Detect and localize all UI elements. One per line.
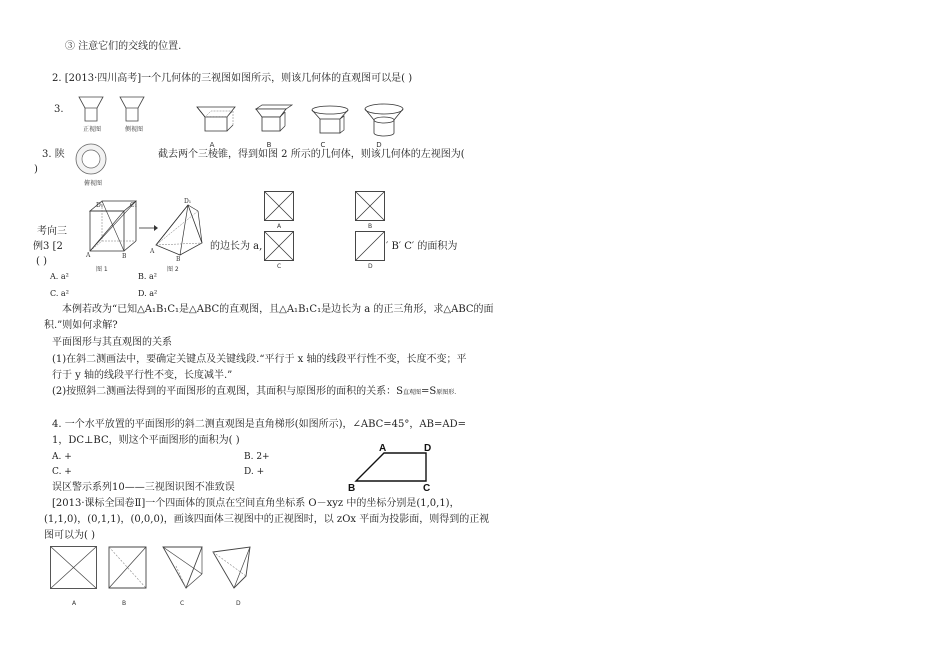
option-a: A. a² (50, 272, 69, 281)
question-5-cont: 图可以为( ) (44, 530, 95, 541)
example-3-text-end: ′ B′ C′ 的面积为 (386, 241, 458, 252)
vertex-c-label: C (423, 483, 431, 494)
subheading: 平面图形与其直观图的关系 (52, 337, 172, 348)
front-a-label: A (72, 600, 77, 607)
q4-option-d: D. + (244, 467, 265, 477)
paragraph-line: 行于 y 轴的线段平行性不变，长度减半.” (52, 370, 233, 381)
svg-text:A: A (150, 248, 155, 255)
paragraph-line: 本例若改为“已知△A₁B₁C₁是△ABC的直观图，且△A₁B₁C₁是边长为 a 的正三角形，求△ABC的面 (62, 304, 494, 315)
question-3-start: 3. 陕 (42, 149, 65, 160)
option-b-label: B (266, 141, 272, 149)
answer-b-label: B (368, 223, 373, 230)
formula-text: =S (421, 386, 437, 397)
trapezoid-figure (346, 441, 438, 493)
answer-option-c (264, 231, 294, 261)
option-a-solid (195, 105, 239, 141)
question-5-cont: (1,1,0)，(0,1,1)，(0,0,0)，画该四面体三视图中的正视图时，以 zOx 平面为投影面，则得到的正视 (44, 514, 490, 525)
svg-text:A: A (86, 252, 91, 259)
paragraph-line: (1)在斜二测画法中，要确定关键点及关键线段.“平行于 x 轴的线段平行性不变，长度不变；平 (52, 354, 467, 365)
option-d-solid (362, 103, 406, 141)
answer-option-b (355, 191, 385, 221)
vertex-b-label: B (348, 483, 356, 494)
svg-text:D₁: D₁ (184, 198, 192, 205)
front-view-option-b (108, 546, 148, 590)
paragraph-line (52, 385, 456, 399)
q4-option-a: A. + (52, 452, 72, 462)
figure-1-cube (86, 197, 142, 259)
question-3-number: 3. (54, 104, 64, 115)
question-4-cont: 1，DC⊥BC，则这个平面图形的面积为( ) (52, 435, 240, 446)
section-heading: 误区警示系列10——三视图识图不准致误 (52, 482, 235, 493)
option-b: B. a² (138, 272, 157, 281)
front-b-label: B (122, 600, 127, 607)
answer-option-d (355, 231, 385, 261)
question-2: 2. [2013·四川高考]一个几何体的三视图如图所示，则该几何体的直观图可以是( ) (52, 73, 413, 84)
option-d-label: D (376, 141, 382, 149)
top-view-label: 俯视图 (84, 180, 103, 187)
side-view-label: 侧视图 (125, 126, 144, 133)
paragraph-line: 积.”则如何求解? (44, 320, 118, 331)
option-d: D. a² (138, 289, 158, 298)
front-c-label: C (180, 600, 185, 607)
example-3-paren: ( ) (36, 256, 47, 267)
q4-option-c: C. + (52, 467, 72, 477)
figure-2-caption: 图 2 (167, 266, 179, 273)
option-b-solid (252, 105, 296, 141)
question-5: [2013·课标全国卷Ⅱ]一个四面体的顶点在空间直角坐标系 O－xyz 中的坐标分别是(1,0,1)， (52, 498, 460, 509)
option-c-label: C (320, 141, 326, 149)
front-d-label: D (236, 600, 241, 607)
question-3-text: 截去两个三棱锥，得到如图 2 所示的几何体，则该几何体的左视图为( (158, 149, 465, 160)
figure-2-solid (148, 197, 208, 261)
front-view-label: 正视图 (83, 126, 102, 133)
front-view-option-c (162, 546, 204, 590)
front-view-option-a (50, 546, 98, 590)
option-a-label: A (209, 141, 215, 149)
formula-sub: 原图形. (436, 389, 457, 396)
svg-text:D₁: D₁ (96, 202, 104, 209)
svg-text:B: B (122, 253, 127, 260)
figure-1-caption: 图 1 (96, 266, 108, 273)
section-heading: 考向三 (37, 226, 67, 237)
answer-c-label: C (277, 263, 282, 270)
q4-option-b: B. 2+ (244, 452, 270, 462)
answer-a-label: A (277, 223, 282, 230)
option-c: C. a² (50, 289, 69, 298)
answer-d-label: D (368, 263, 373, 270)
formula-text: (2)按照斜二测画法得到的平面图形的直观图，其面积与原图形的面积的关系：S (52, 386, 404, 397)
answer-option-a (264, 191, 294, 221)
text-line: ③ 注意它们的交线的位置. (65, 41, 182, 52)
example-3-text: 的边长为 a, (210, 241, 263, 252)
option-c-solid (308, 105, 352, 141)
question-4: 4. 一个水平放置的平面图形的斜二测直观图是直角梯形(如图所示)，∠ABC=45°，AB=AD= (52, 419, 466, 430)
example-3-label: 例3 [2 (33, 241, 63, 252)
vertex-d-label: D (424, 443, 432, 454)
vertex-a-label: A (379, 443, 387, 454)
svg-text:C₁: C₁ (130, 202, 137, 209)
svg-text:B: B (176, 256, 181, 263)
front-view-option-d (212, 546, 252, 590)
formula-sub: 直观图 (403, 389, 422, 396)
question-3-paren: ) (34, 164, 38, 175)
